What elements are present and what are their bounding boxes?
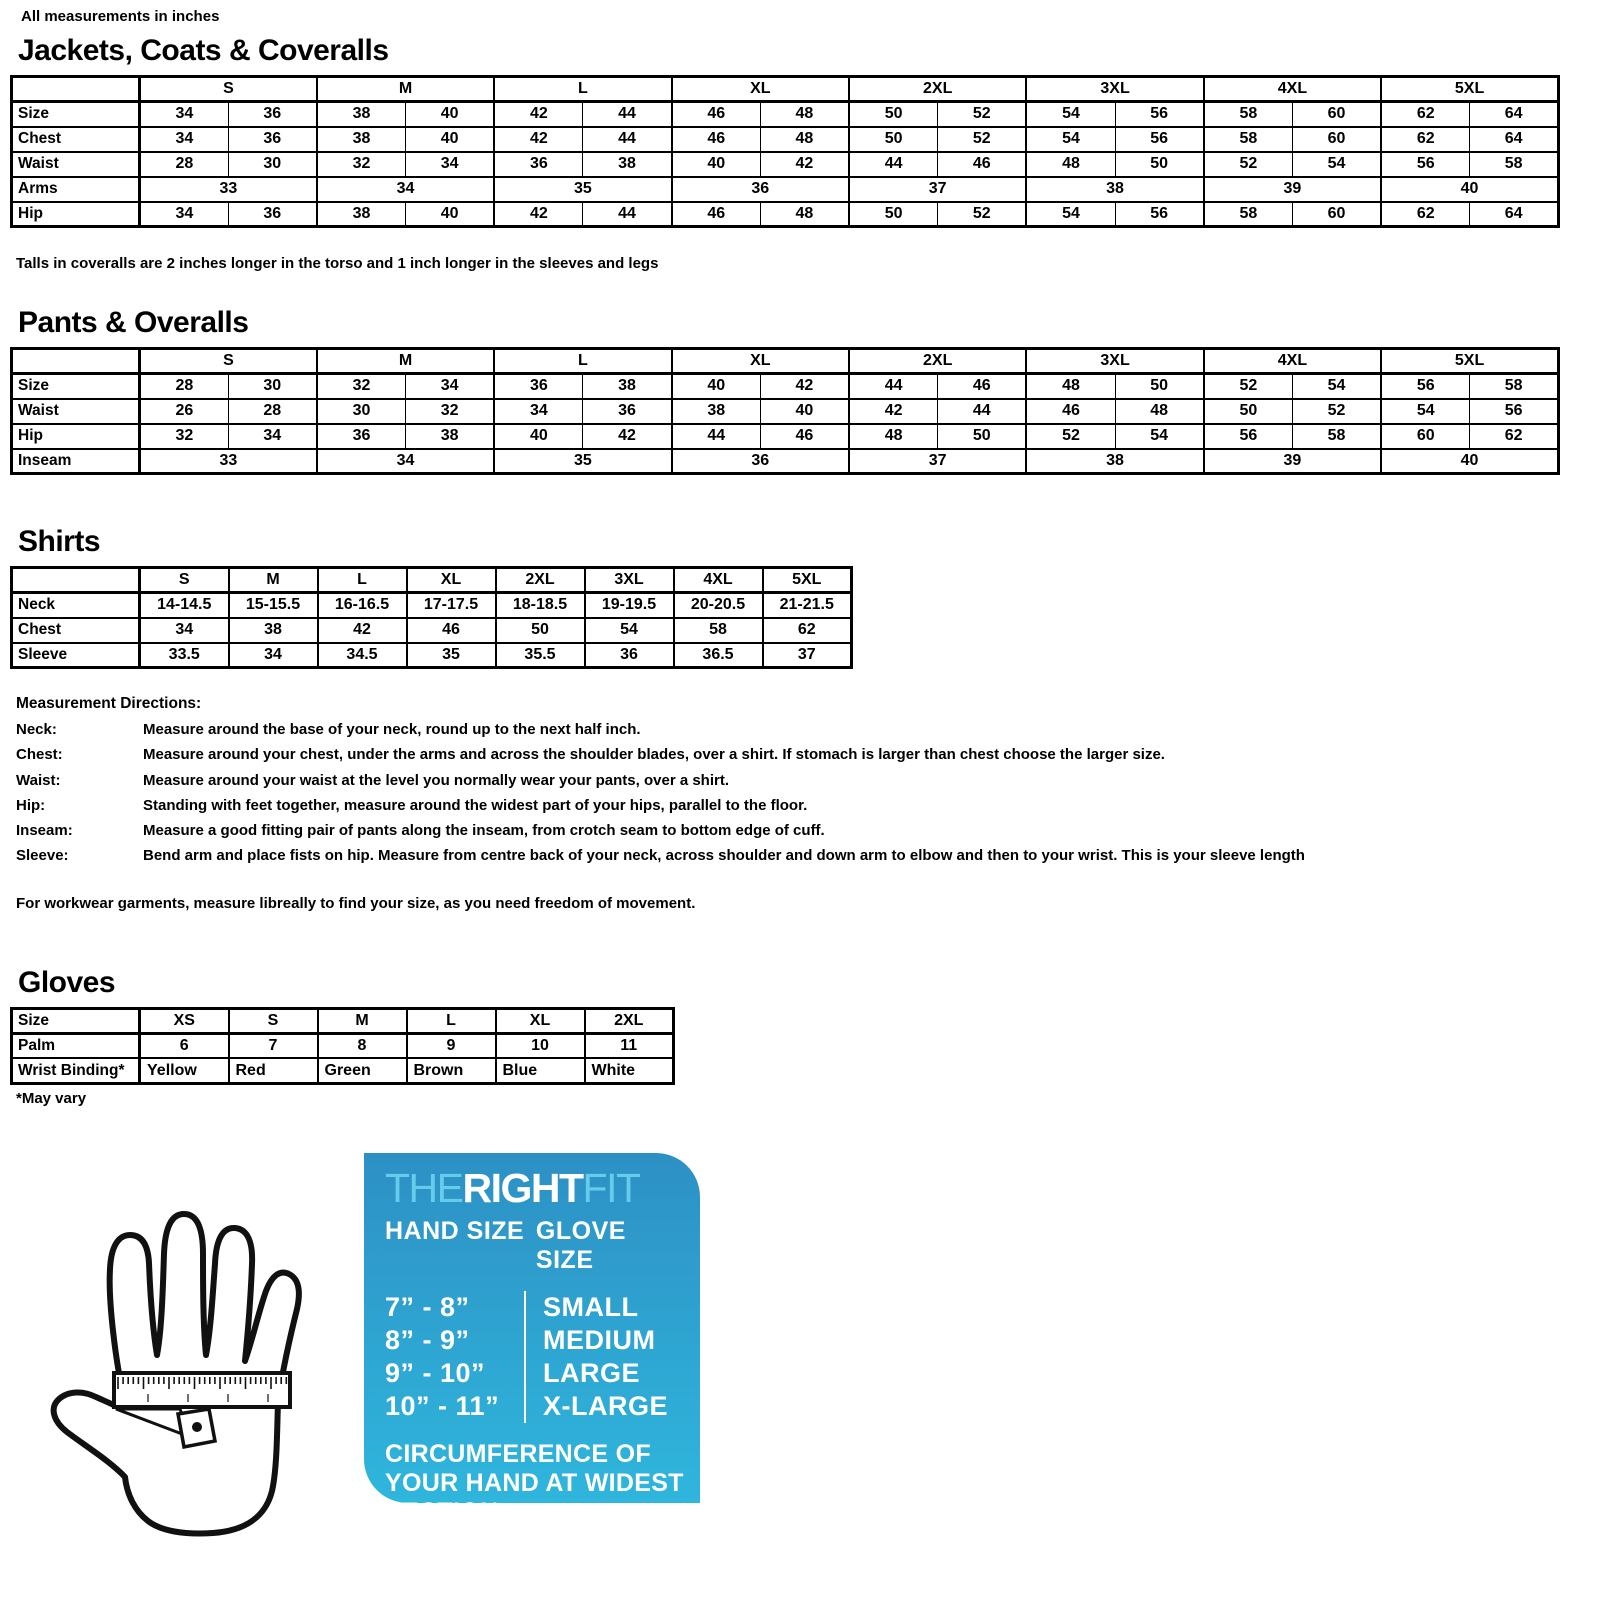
direction-label: Hip: xyxy=(16,796,46,814)
glove-fit-figure-row xyxy=(28,1153,1600,1539)
table-cell: 36 xyxy=(317,424,406,449)
size-col-header: L xyxy=(318,568,407,593)
table-cell: 40 xyxy=(406,127,495,152)
gloves-section-title: Gloves xyxy=(18,965,116,999)
table-cell: 50 xyxy=(496,618,585,643)
table-cell: 56 xyxy=(1381,152,1470,177)
table-cell: 46 xyxy=(938,374,1027,399)
direction-label: Neck: xyxy=(16,721,57,738)
table-cell: White xyxy=(585,1058,674,1083)
row-label: Chest xyxy=(12,618,140,643)
table-cell: 38 xyxy=(317,127,406,152)
row-label: Hip xyxy=(12,424,140,449)
gloves-size-table xyxy=(10,1007,675,1085)
shirts-size-table xyxy=(10,566,1600,669)
jackets-size-table xyxy=(10,75,1600,228)
table-cell: 38 xyxy=(229,618,318,643)
table-cell: 34 xyxy=(317,449,494,474)
size-col-header: 4XL xyxy=(1204,349,1381,374)
shirts-size-table xyxy=(10,566,853,669)
table-cell: 33 xyxy=(140,177,317,202)
table-cell: 50 xyxy=(849,127,938,152)
hand-size-header: HAND SIZE xyxy=(385,1216,525,1245)
table-cell: 34 xyxy=(140,618,229,643)
table-cell: 7 xyxy=(229,1033,318,1058)
table-cell: 32 xyxy=(140,424,229,449)
table-cell: 28 xyxy=(140,374,229,399)
table-cell: 21-21.5 xyxy=(763,593,852,618)
table-cell: 36 xyxy=(672,177,849,202)
row-label: Waist xyxy=(12,399,140,424)
table-cell: 40 xyxy=(672,374,761,399)
size-col-header: M xyxy=(229,568,318,593)
table-cell: 37 xyxy=(763,643,852,668)
table-cell: 62 xyxy=(1381,127,1470,152)
table-cell: 10 xyxy=(496,1033,585,1058)
table-cell: 35.5 xyxy=(496,643,585,668)
table-cell: 35 xyxy=(407,643,496,668)
hand-measurement-illustration xyxy=(28,1169,328,1539)
table-cell: 34 xyxy=(229,643,318,668)
table-cell: 42 xyxy=(318,618,407,643)
table-cell: 28 xyxy=(140,152,229,177)
size-col-header: L xyxy=(494,77,671,102)
table-cell: 38 xyxy=(1026,449,1203,474)
table-cell: 52 xyxy=(938,202,1027,227)
size-col-header: S xyxy=(140,349,317,374)
table-cell: 54 xyxy=(1292,374,1381,399)
table-cell: 54 xyxy=(1026,102,1115,127)
table-cell: 42 xyxy=(849,399,938,424)
table-cell: Blue xyxy=(496,1058,585,1083)
table-cell: 48 xyxy=(1026,374,1115,399)
size-col-header: 5XL xyxy=(1381,349,1558,374)
table-cell: 40 xyxy=(1381,177,1558,202)
measurement-directions-title: Measurement Directions: xyxy=(16,695,202,712)
table-cell: 40 xyxy=(1381,449,1558,474)
table-cell: 38 xyxy=(1026,177,1203,202)
table-cell: 37 xyxy=(849,449,1026,474)
table-cell: Brown xyxy=(407,1058,496,1083)
table-cell: 54 xyxy=(1026,202,1115,227)
size-col-header: 2XL xyxy=(849,349,1026,374)
direction-label: Inseam: xyxy=(16,822,73,840)
size-col-header: M xyxy=(318,1008,407,1033)
table-cell: 19-19.5 xyxy=(585,593,674,618)
direction-label: Chest: xyxy=(16,746,63,764)
hand-size-value: 9” - 10” xyxy=(385,1357,486,1388)
direction-label: Waist: xyxy=(16,771,61,789)
table-cell: 6 xyxy=(140,1033,229,1058)
table-cell: 56 xyxy=(1115,127,1204,152)
corner-cell: Size xyxy=(12,1008,140,1033)
table-cell: 40 xyxy=(672,152,761,177)
table-cell: 58 xyxy=(1204,127,1293,152)
talls-note: Talls in coveralls are 2 inches longer in the torso and 1 inch longer in the sleeves and legs xyxy=(16,255,659,272)
table-cell: 37 xyxy=(849,177,1026,202)
table-cell: 42 xyxy=(760,374,849,399)
size-col-header: L xyxy=(407,1008,496,1033)
table-cell: 62 xyxy=(1470,424,1559,449)
table-cell: 18-18.5 xyxy=(496,593,585,618)
table-cell: 32 xyxy=(317,374,406,399)
table-cell: 44 xyxy=(583,202,672,227)
row-label: Size xyxy=(12,102,140,127)
table-cell: 58 xyxy=(1470,152,1559,177)
row-label: Inseam xyxy=(12,449,140,474)
table-cell: 52 xyxy=(1204,152,1293,177)
units-note: All measurements in inches xyxy=(21,8,220,25)
fit-title-fit: FIT xyxy=(582,1164,640,1211)
table-cell: 34 xyxy=(228,424,317,449)
size-col-header: 5XL xyxy=(763,568,852,593)
direction-item xyxy=(16,818,1600,843)
direction-text: Measure around your waist at the level you normally wear your pants, over a shirt. xyxy=(143,771,730,789)
table-cell: 28 xyxy=(228,399,317,424)
table-cell: 26 xyxy=(140,399,229,424)
row-label: Size xyxy=(12,374,140,399)
size-col-header: M xyxy=(317,77,494,102)
table-cell: 42 xyxy=(760,152,849,177)
table-cell: 38 xyxy=(317,102,406,127)
direction-text: Measure a good fitting pair of pants along the inseam, from crotch seam to bottom edge of cuff. xyxy=(143,822,825,840)
table-cell: 30 xyxy=(228,374,317,399)
table-cell: 52 xyxy=(938,127,1027,152)
table-cell: 62 xyxy=(1381,102,1470,127)
table-cell: 38 xyxy=(583,152,672,177)
table-cell: 39 xyxy=(1204,177,1381,202)
table-cell: 52 xyxy=(1204,374,1293,399)
table-cell: 58 xyxy=(1470,374,1559,399)
direction-text: Measure around your chest, under the arms and across the shoulder blades, over a shirt. If stomach is larger than chest choose the larger size. xyxy=(143,746,1165,764)
tape-tag-dot xyxy=(192,1422,202,1432)
table-cell: 34 xyxy=(140,202,229,227)
direction-text: Bend arm and place fists on hip. Measure from centre back of your neck, across shoulder and down arm to elbow and then to your wrist. This is your sleeve length xyxy=(143,847,1305,865)
row-label: Arms xyxy=(12,177,140,202)
table-cell: 48 xyxy=(1026,152,1115,177)
shirts-section-title: Shirts xyxy=(18,525,101,558)
direction-item xyxy=(16,717,1600,742)
table-cell: 8 xyxy=(318,1033,407,1058)
table-cell: 34 xyxy=(406,374,495,399)
corner-cell xyxy=(12,77,140,102)
may-vary-note: *May vary xyxy=(16,1089,87,1107)
table-cell: 9 xyxy=(407,1033,496,1058)
table-cell: 48 xyxy=(849,424,938,449)
table-cell: 60 xyxy=(1292,127,1381,152)
hand-size-column xyxy=(385,1291,526,1423)
table-cell: 58 xyxy=(1292,424,1381,449)
table-cell: 58 xyxy=(674,618,763,643)
table-cell: 34 xyxy=(494,399,583,424)
table-cell: 58 xyxy=(1204,202,1293,227)
size-col-header: 4XL xyxy=(1204,77,1381,102)
table-cell: 46 xyxy=(672,127,761,152)
table-cell: 17-17.5 xyxy=(407,593,496,618)
table-cell: 42 xyxy=(583,424,672,449)
table-cell: 54 xyxy=(1026,127,1115,152)
row-label: Neck xyxy=(12,593,140,618)
table-cell: 58 xyxy=(1204,102,1293,127)
table-cell: 11 xyxy=(585,1033,674,1058)
table-cell: 60 xyxy=(1292,102,1381,127)
size-col-header: 2XL xyxy=(496,568,585,593)
table-cell: Green xyxy=(318,1058,407,1083)
direction-item xyxy=(16,793,1600,818)
table-cell: 50 xyxy=(1115,152,1204,177)
table-cell: 54 xyxy=(1292,152,1381,177)
table-cell: 36 xyxy=(672,449,849,474)
table-cell: 33.5 xyxy=(140,643,229,668)
direction-item xyxy=(16,843,1600,868)
table-cell: 50 xyxy=(1204,399,1293,424)
table-cell: 39 xyxy=(1204,449,1381,474)
table-cell: 52 xyxy=(1026,424,1115,449)
direction-item xyxy=(16,768,1600,793)
table-cell: 44 xyxy=(938,399,1027,424)
glove-size-value: MEDIUM xyxy=(543,1324,656,1355)
row-label: Waist xyxy=(12,152,140,177)
table-cell: 14-14.5 xyxy=(140,593,229,618)
row-label: Chest xyxy=(12,127,140,152)
table-cell: 15-15.5 xyxy=(229,593,318,618)
size-col-header: L xyxy=(494,349,671,374)
size-col-header: S xyxy=(140,77,317,102)
pants-size-table xyxy=(10,347,1560,475)
table-cell: 36 xyxy=(583,399,672,424)
table-cell: 64 xyxy=(1470,202,1559,227)
table-cell: 20-20.5 xyxy=(674,593,763,618)
fit-size-mapping xyxy=(385,1291,684,1423)
table-cell: 32 xyxy=(406,399,495,424)
table-cell: 34 xyxy=(406,152,495,177)
right-fit-title xyxy=(385,1164,684,1211)
table-cell: Yellow xyxy=(140,1058,229,1083)
table-cell: 32 xyxy=(317,152,406,177)
size-col-header: 3XL xyxy=(1026,349,1203,374)
table-cell: 34 xyxy=(317,177,494,202)
fit-title-the: THE xyxy=(385,1164,463,1211)
size-col-header: 3XL xyxy=(585,568,674,593)
pants-size-table xyxy=(10,347,1600,475)
corner-cell xyxy=(12,349,140,374)
glove-size-value: X-LARGE xyxy=(543,1390,668,1421)
size-col-header: M xyxy=(317,349,494,374)
jackets-section-title: Jackets, Coats & Coveralls xyxy=(18,34,389,67)
table-cell: 50 xyxy=(938,424,1027,449)
table-cell: 46 xyxy=(938,152,1027,177)
table-cell: 30 xyxy=(317,399,406,424)
size-col-header: S xyxy=(140,568,229,593)
table-cell: 36 xyxy=(585,643,674,668)
direction-label: Sleeve: xyxy=(16,847,69,865)
table-cell: 46 xyxy=(672,202,761,227)
table-cell: 36.5 xyxy=(674,643,763,668)
table-cell: 40 xyxy=(494,424,583,449)
table-cell: 35 xyxy=(494,449,671,474)
glove-size-header: GLOVE SIZE xyxy=(535,1216,626,1274)
right-fit-card xyxy=(364,1153,700,1526)
table-cell: 46 xyxy=(672,102,761,127)
gloves-size-table xyxy=(10,1007,1600,1085)
table-cell: 56 xyxy=(1115,202,1204,227)
table-cell: 48 xyxy=(760,127,849,152)
table-cell: 36 xyxy=(228,102,317,127)
table-cell: 44 xyxy=(583,127,672,152)
size-col-header: XL xyxy=(672,349,849,374)
size-col-header: 4XL xyxy=(674,568,763,593)
table-cell: 62 xyxy=(763,618,852,643)
table-cell: 56 xyxy=(1204,424,1293,449)
table-cell: 40 xyxy=(406,102,495,127)
table-cell: 36 xyxy=(228,202,317,227)
hand-size-value: 7” - 8” xyxy=(385,1291,470,1322)
size-col-header: XL xyxy=(407,568,496,593)
table-cell: 54 xyxy=(1381,399,1470,424)
glove-size-value: SMALL xyxy=(543,1291,639,1322)
table-cell: 54 xyxy=(1115,424,1204,449)
table-cell: 44 xyxy=(583,102,672,127)
jackets-size-table xyxy=(10,75,1560,228)
table-cell: 60 xyxy=(1292,202,1381,227)
table-cell: 52 xyxy=(938,102,1027,127)
size-col-header: XL xyxy=(672,77,849,102)
table-cell: 50 xyxy=(849,202,938,227)
row-label: Wrist Binding* xyxy=(12,1058,140,1083)
table-cell: 40 xyxy=(406,202,495,227)
table-cell: 16-16.5 xyxy=(318,593,407,618)
direction-item xyxy=(16,742,1600,767)
fit-caption: CIRCUMFERENCE OF YOUR HAND AT WIDEST SECTION xyxy=(385,1439,684,1526)
size-col-header: S xyxy=(229,1008,318,1033)
table-cell: 44 xyxy=(849,152,938,177)
table-cell: 54 xyxy=(585,618,674,643)
table-cell: 38 xyxy=(317,202,406,227)
table-cell: 34.5 xyxy=(318,643,407,668)
table-cell: 44 xyxy=(849,374,938,399)
table-cell: 33 xyxy=(140,449,317,474)
size-col-header: 2XL xyxy=(849,77,1026,102)
table-cell: 62 xyxy=(1381,202,1470,227)
table-cell: 64 xyxy=(1470,102,1559,127)
direction-text: Measure around the base of your neck, round up to the next half inch. xyxy=(143,721,641,738)
direction-text: Standing with feet together, measure around the widest part of your hips, parallel to the floor. xyxy=(143,796,808,814)
table-cell: 60 xyxy=(1381,424,1470,449)
table-cell: Red xyxy=(229,1058,318,1083)
table-cell: 50 xyxy=(1115,374,1204,399)
row-label: Hip xyxy=(12,202,140,227)
table-cell: 48 xyxy=(1115,399,1204,424)
table-cell: 48 xyxy=(760,202,849,227)
glove-size-value: LARGE xyxy=(543,1357,640,1388)
table-cell: 42 xyxy=(494,102,583,127)
table-cell: 46 xyxy=(407,618,496,643)
table-cell: 46 xyxy=(1026,399,1115,424)
table-cell: 42 xyxy=(494,127,583,152)
table-cell: 56 xyxy=(1115,102,1204,127)
table-cell: 44 xyxy=(672,424,761,449)
table-cell: 38 xyxy=(583,374,672,399)
table-cell: 56 xyxy=(1470,399,1559,424)
size-col-header: XS xyxy=(140,1008,229,1033)
table-cell: 38 xyxy=(672,399,761,424)
table-cell: 36 xyxy=(494,374,583,399)
table-cell: 36 xyxy=(494,152,583,177)
table-cell: 36 xyxy=(228,127,317,152)
tape-band xyxy=(114,1373,290,1407)
glove-size-column xyxy=(526,1291,668,1423)
hand-size-value: 10” - 11” xyxy=(385,1390,500,1421)
row-label: Sleeve xyxy=(12,643,140,668)
size-col-header: 3XL xyxy=(1026,77,1203,102)
table-cell: 42 xyxy=(494,202,583,227)
row-label: Palm xyxy=(12,1033,140,1058)
hand-size-value: 8” - 9” xyxy=(385,1324,470,1355)
table-cell: 64 xyxy=(1470,127,1559,152)
fit-title-right: RIGHT xyxy=(462,1164,583,1211)
table-cell: 50 xyxy=(849,102,938,127)
fit-column-headers xyxy=(385,1217,684,1275)
size-col-header: 2XL xyxy=(585,1008,674,1033)
size-col-header: XL xyxy=(496,1008,585,1033)
table-cell: 46 xyxy=(760,424,849,449)
table-cell: 56 xyxy=(1381,374,1470,399)
corner-cell xyxy=(12,568,140,593)
table-cell: 34 xyxy=(140,102,229,127)
table-cell: 38 xyxy=(406,424,495,449)
workwear-note: For workwear garments, measure libreally to find your size, as you need freedom of movement. xyxy=(16,894,696,912)
table-cell: 40 xyxy=(760,399,849,424)
table-cell: 30 xyxy=(228,152,317,177)
table-cell: 52 xyxy=(1292,399,1381,424)
pants-section-title: Pants & Overalls xyxy=(18,306,249,339)
table-cell: 34 xyxy=(140,127,229,152)
size-col-header: 5XL xyxy=(1381,77,1558,102)
table-cell: 35 xyxy=(494,177,671,202)
table-cell: 48 xyxy=(760,102,849,127)
